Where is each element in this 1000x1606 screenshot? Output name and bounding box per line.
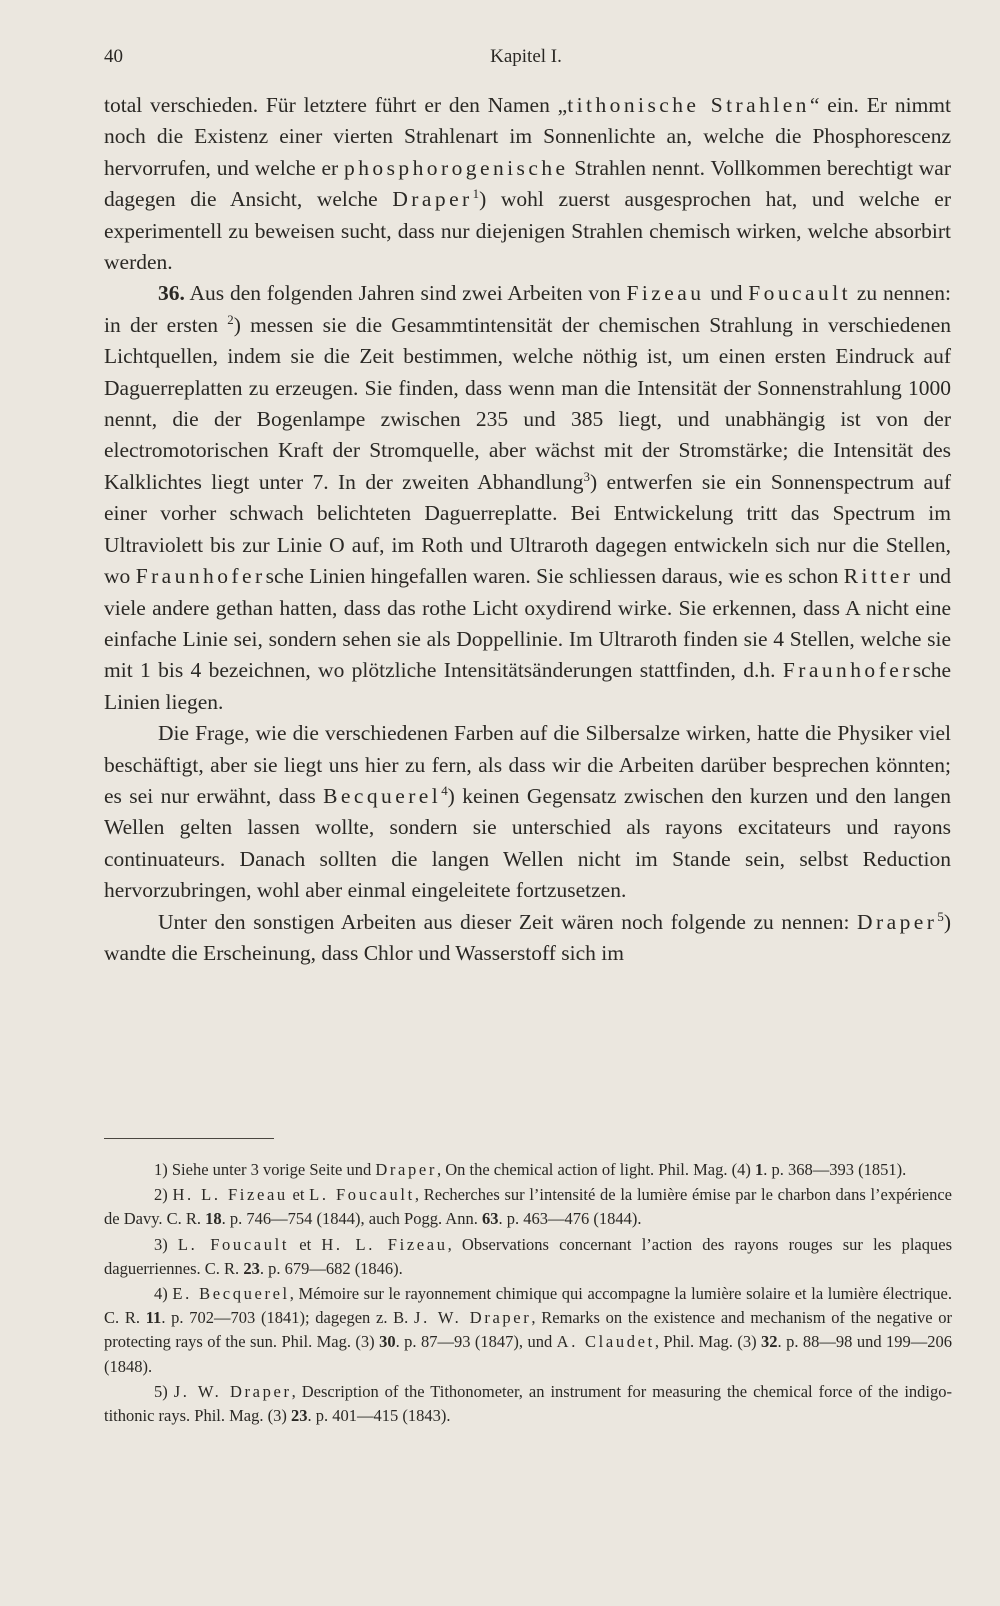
- paragraph: Die Frage, wie die verschiedenen Farben auf die Silbersalze wirken, hatte die Physiker viel beschäftigt, aber sie liegt uns hier zu fern, als dass wir die Arbeiten darüber besprechen könnten; es sei nur erwähnt, dass Becquerel$^4$) keinen Gegensatz zwischen den kurzen und den langen Wellen gelten lassen wollte, sondern sie unterschied als rayons excitateurs und rayons continuateurs. Danach sollten die langen Wellen nicht im Stande sein, selbst Reduction hervorzubringen, wohl aber einmal eingeleitete fortzusetzen.: [104, 721, 951, 903]
- author-name: Fraunhofer: [135, 564, 266, 589]
- author-name: Ritter: [843, 564, 914, 589]
- author-name: Fizeau: [626, 281, 705, 306]
- paragraph: Unter den sonstigen Arbeiten aus dieser Zeit wären noch folgende zu nennen: Draper$^5$) wandte die Erscheinung, dass Chlor und Wasserstoff sich im: [104, 909, 951, 965]
- author-name: Foucault: [748, 281, 852, 306]
- page-number: 40: [104, 46, 123, 67]
- footnote-ref: 1: [472, 187, 480, 202]
- footnote: 3) L. Foucault et H. L. Fizeau, Observations concernant l’action des rayons rouges sur les plaques daguerriennes. C. R. 23. p. 679—682 (1846).: [104, 1234, 952, 1278]
- spaced-term: tithonische Strahlen: [567, 93, 810, 117]
- footnote: 4) E. Becquerel, Mémoire sur le rayonnement chimique qui accompagne la lumière solaire et la lumière électrique. C. R. 11. p. 702—703 (1841); dagegen z. B. J. W. Draper, Remarks on the existence and mechanism of the negative or protecting rays of the sun. Phil. Mag. (3) 30. p. 87—93 (1847), und A. Claudet, Phil. Mag. (3) 32. p. 88—98 und 199—206 (1848).: [104, 1284, 953, 1376]
- footnote-ref: 3: [583, 469, 590, 484]
- footnote: 1) Siehe unter 3 vorige Seite und Draper, On the chemical action of light. Phil. Mag. (4) 1. p. 368—393 (1851).: [154, 1160, 907, 1179]
- footnote-ref: 2: [227, 312, 234, 327]
- author-name: Becquerel: [323, 783, 442, 808]
- author-name: Draper: [392, 187, 473, 212]
- author-name: Draper: [857, 909, 938, 934]
- author-name: Fraunhofer: [782, 658, 913, 683]
- footnote-ref: 4: [441, 783, 448, 798]
- body-text: [104, 90, 951, 969]
- footnotes: [104, 1158, 952, 1428]
- footnote-ref: 5: [937, 909, 944, 924]
- spaced-term: phosphorogenische: [344, 155, 569, 180]
- footnote-divider: [104, 1138, 274, 1139]
- footnote: 5) J. W. Draper, Description of the Tithonometer, an instrument for measuring the chemical force of the indigo-tithonic rays. Phil. Mag. (3) 23. p. 401—415 (1843).: [104, 1381, 952, 1426]
- footnote: 2) H. L. Fizeau et L. Foucault, Recherches sur l’intensité de la lumière émise par le charbon dans l’expérience de Davy. C. R. 18. p. 746—754 (1844), auch Pogg. Ann. 63. p. 463—476 (1844).: [104, 1185, 952, 1229]
- paragraph: 36. Aus den folgenden Jahren sind zwei Arbeiten von Fizeau und Foucault zu nennen: in der ersten $^2$) messen sie die Gesammtintensität der chemischen Strahlung in verschiedenen Lichtquellen, indem sie die Zeit bestimmen, welche nöthig ist, um einen ersten Eindruck auf Daguerreplatten zu erzeugen. Sie finden, dass wenn man die Intensität der Sonnenstrahlung 1000 nennt, die der Bogenlampe zwischen 235 und 385 liegt, und unabhängig ist von der electromotorischen Kraft der Stromquelle, aber wächst mit der Stromstärke; die Intensität des Kalklichtes liegt unter 7. In der zweiten Abhandlung$^3$) entwerfen sie ein Sonnenspectrum auf einer vorher schwach belichteten Daguerreplatte. Bei Entwickelung tritt das Spectrum im Ultraviolett bis zur Linie O auf, im Roth und Ultraroth dagegen entwickeln sich nur die Stellen, wo Fraunhofersche Linien hingefallen waren. Sie schliessen daraus, wie es schon Ritter und viele andere gethan hatten, dass das rothe Licht oxydirend wirke. Sie erkennen, dass A nicht eine einfache Linie sei, sondern sehen sie als Doppellinie. Im Ultraroth finden sie 4 Stellen, welche sie mit 1 bis 4 bezeichnen, wo plötzliche Intensitätsänderungen stattfinden, d.h. Fraunhofersche Linien liegen.: [104, 281, 952, 714]
- page-header: [104, 46, 948, 76]
- paragraph: total verschieden. Für letztere führt er den Namen „tithonische Strahlen“ ein. Er nimmt noch die Existenz einer vierten Strahlenart im Sonnenlichte an, welche die Phosphorescenz hervorrufen, und welche er phosphorogenische Strahlen nennt. Vollkommen berechtigt war dagegen die Ansicht, welche Draper$^1$) wohl zuerst ausgesprochen hat, und welche er experimentell zu beweisen sucht, dass nur diejenigen Strahlen chemisch wirken, welche absorbirt werden.: [104, 93, 952, 275]
- running-head: Kapitel I.: [490, 46, 562, 67]
- section-number: 36.: [158, 281, 185, 306]
